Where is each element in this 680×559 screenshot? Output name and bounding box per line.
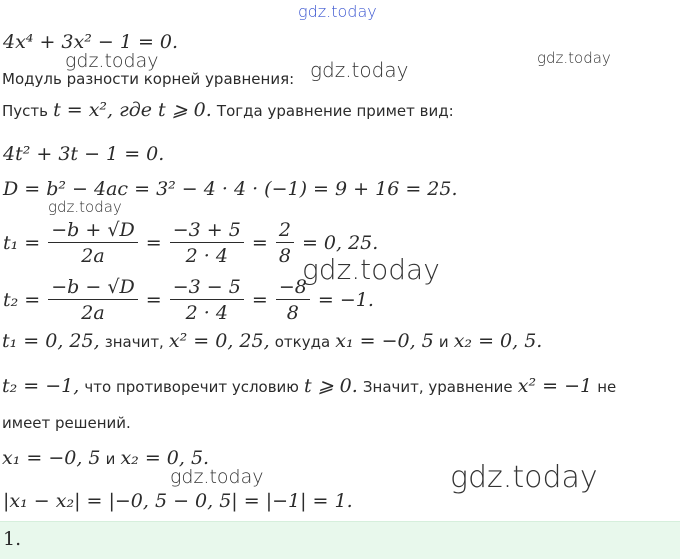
text: и: [105, 450, 116, 468]
denominator: 2 · 4: [185, 302, 228, 324]
tail: = −1.: [317, 289, 374, 311]
numerator: −3 − 5: [170, 276, 244, 300]
math: x₁ = −0, 5: [335, 330, 434, 352]
text: Тогда уравнение примет вид:: [216, 102, 454, 120]
denominator: 2 · 4: [185, 245, 228, 267]
abs-difference: |x₁ − x₂| = |−0, 5 − 0, 5| = |−1| = 1.: [3, 490, 353, 512]
t2-conclusion-cont: имеет решений.: [2, 414, 131, 432]
t1-conclusion: [2, 330, 542, 352]
watermark: gdz.today: [310, 58, 409, 82]
math: x₂ = 0, 5.: [453, 330, 543, 352]
math: t = x², где t ⩾ 0.: [53, 99, 212, 121]
watermark: gdz.today: [48, 198, 122, 216]
lhs: t₂ =: [3, 289, 41, 311]
math: t₁ = 0, 25,: [2, 330, 100, 352]
roots-line: [2, 447, 209, 469]
lhs: t₁ =: [3, 232, 41, 254]
watermark: gdz.today: [537, 49, 611, 67]
text: Значит, уравнение: [362, 378, 513, 396]
answer: 1.: [3, 528, 22, 550]
t-equation: 4t² + 3t − 1 = 0.: [3, 143, 165, 165]
numerator: −b + √D: [48, 219, 137, 243]
t1-formula: t₁ = $\frac{-b + √D}{2a}$ = $\frac{-3 + 5}{2 \cdot 4}$ = $\frac{2}{8}$ = 0, 25.: [3, 219, 379, 267]
watermark: gdz.today: [65, 50, 159, 72]
main-equation: 4x⁴ + 3x² − 1 = 0.: [3, 31, 179, 53]
fraction: [48, 276, 137, 324]
fraction: [48, 219, 137, 267]
fraction: [170, 276, 244, 324]
fraction: [170, 219, 244, 267]
denominator: 2a: [81, 302, 105, 324]
fraction: [276, 219, 294, 267]
math: x² = −1: [517, 375, 593, 397]
math: x₁ = −0, 5: [2, 447, 101, 469]
numerator: −8: [276, 276, 310, 300]
math: x² = 0, 25,: [168, 330, 270, 352]
substitution-line: [2, 99, 454, 121]
watermark: gdz.today: [302, 253, 440, 286]
numerator: −3 + 5: [170, 219, 244, 243]
watermark: gdz.today: [170, 466, 264, 488]
text: что противоречит условию: [84, 378, 299, 396]
math: t ⩾ 0.: [304, 375, 358, 397]
watermark: gdz.today: [450, 460, 598, 495]
task-text: Модуль разности корней уравнения:: [2, 70, 295, 88]
math: t₂ = −1,: [2, 375, 80, 397]
text: откуда: [274, 333, 331, 351]
denominator: 2a: [81, 245, 105, 267]
numerator: 2: [276, 219, 294, 243]
text: и: [438, 333, 449, 351]
fraction: [276, 276, 310, 324]
math: x₂ = 0, 5.: [120, 447, 210, 469]
text: значит,: [104, 333, 164, 351]
text: не: [597, 378, 617, 396]
denominator: 8: [286, 302, 299, 324]
tail: = 0, 25.: [301, 232, 379, 254]
answer-bar: [0, 521, 680, 559]
denominator: 8: [278, 245, 291, 267]
t2-formula: t₂ = $\frac{-b - √D}{2a}$ = $\frac{-3 - 5}{2 \cdot 4}$ = $\frac{-8}{8}$ = −1.: [3, 276, 374, 324]
t2-conclusion: [2, 375, 616, 397]
text: Пусть: [2, 102, 48, 120]
discriminant: D = b² − 4ac = 3² − 4 · 4 · (−1) = 9 + 16 = 25.: [3, 178, 458, 200]
watermark-top: gdz.today: [298, 2, 377, 21]
numerator: −b − √D: [48, 276, 137, 300]
